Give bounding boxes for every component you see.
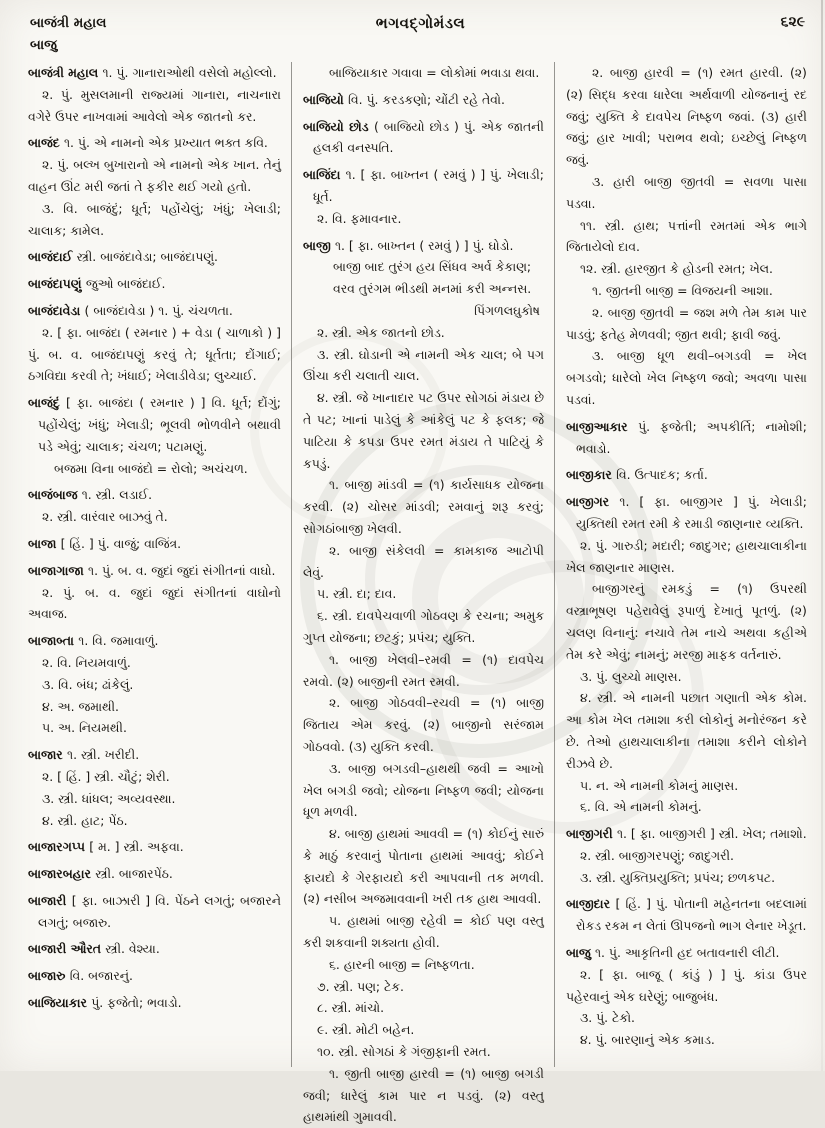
dictionary-entry: બાજુ ૧. પું. આકૃતિની હદ બતાવનારી લીટી. xyxy=(565,945,780,961)
headword: બાજીગર xyxy=(565,494,620,510)
sense-line: ૩. વિ. બંધ; ઢાંકેલું. xyxy=(42,676,134,692)
sense-line: ૧૨. સ્ત્રી. હારજીત કે હોડની રમત; ખેલ. xyxy=(579,261,773,277)
sense-line: ૫. અ. નિયમથી. xyxy=(42,720,127,736)
dictionary-entry: બાજંદાપણું જુઓ બાજંદાઈ. xyxy=(28,276,166,292)
idiom-line: ૩. બાજી બગડવી–હાથથી જવી = આખો ખેલ બગડી જવો; યોજના નિષ્ફળ જવી; યોજના ધૂળ મળવી. xyxy=(302,760,544,820)
sense-line: ૪. અ. જમાથી. xyxy=(42,698,119,714)
idiom-line: ૪. બાજી હાથમાં આવવી = (૧) કોઈનું સારું કે માઠું કરવાનું પોતાના હાથમાં આવવું; કોઈને ફાયદો કે ગેરફાયદો કરી આપવાની તક મળવી. (૨) નસીબ અજમાવવાની ખરી તક હાથ આવવી. xyxy=(302,826,544,907)
idiom-line: ૨. બાજી હારવી = (૧) રમત હારવી. (૨) (૨) સિદ્ધ કરવા ધારેલા અર્થવાળી યોજનાનું રદ જવું; યુક્તિ કે દાવપેચ નિષ્ફળ જવાં. (૩) હારી જવું; હાર ખાવી; પરાભવ થવો; ઇચ્છેલું નિષ્ફળ જવું. xyxy=(565,65,807,168)
idiom-line: બાજીગરનું રમકડું = (૧) ઉપરથી વસ્ત્રાભૂષણ પહેરાવેલું રૂપાળું દેખાતું પૂતળું. (૨) ચલણ વિનાનું: નચાવે તેમ નાચે અથવા કહીએ તેમ કરે એવું; નામનું; મરજી માફક વર્તનારું. xyxy=(565,581,807,662)
sense-line: ૬. વિ. એ નામની કોમનું. xyxy=(579,799,702,815)
page-header xyxy=(30,12,811,58)
sense-line: ૩. સ્ત્રી. ઘોડાની એ નામની એક ચાલ; બે પગ ઊંચા કરી ચલાતી ચાલ. xyxy=(302,346,544,384)
dictionary-entry: બાજંદાઈ સ્ત્રી. બાજંદાવેડા; બાજંદાપણું. xyxy=(28,249,218,265)
headword: બાજંદાઈ xyxy=(28,249,77,265)
dictionary-entry: બાજંબાજ ૧. સ્ત્રી. લડાઈ. xyxy=(28,487,153,503)
headword: બાજંદાવેડા xyxy=(28,302,85,318)
verse-line: વરવ તુરંગમ ભીડથી મનમાં કરી અન્નસ. xyxy=(332,281,532,297)
headword: બાજારગપ્પ xyxy=(28,839,90,855)
dictionary-entry: બાજા [ હિં. ] પું. વાજું; વાજિંત્ર. xyxy=(28,535,182,551)
headword: બાજારી ઔરત xyxy=(28,941,106,957)
dictionary-entry: બાજંદાવેડા ( બાજંદાવેડા ) ૧. પું. ચંચળતા. xyxy=(28,302,233,318)
sense-line: ૬. સ્ત્રી. દાવપેચવાળી ગોઠવણ કે રચના; અમુક ગુપ્ત યોજના; છટકું; પ્રપંચ; યુક્તિ. xyxy=(302,608,544,645)
sense-line: ૧૦. સ્ત્રી. સોગઠાં કે ગંજીફાની રમત. xyxy=(316,1044,491,1060)
running-head-last-word: બાજુ xyxy=(30,37,57,53)
headword: બાજાગાજા xyxy=(28,562,89,578)
sense-line: ૩. વિ. બાજંદું; ધૂર્ત; પહોંચેલું; ખંધું; ખેલાડી; ચાલાક; કામેલ. xyxy=(28,200,281,238)
sense-line: ૩. પું. ટેકો. xyxy=(579,1010,635,1026)
idiom-line: ૧. બાજી ખેલવી–રમવી = (૧) દાવપેચ રમવો. (૨) બાજીની રમત રમવી. xyxy=(302,651,544,689)
verse-line: બાજી બાદ તુરંગ હય સિંધવ અર્વ કેકાણ; xyxy=(332,259,532,275)
idiom-line: ૨. બાજી જીતવી = જશ મળે તેમ કામ પાર પાડવું; ફતેહ મેળવવી; જીત થવી; ફાવી જવું. xyxy=(565,304,807,342)
headword: બાજીકાર xyxy=(565,467,617,483)
sense-line: ૪. સ્ત્રી. હાટ; પેંઠ. xyxy=(42,812,128,828)
citation-line: પિંગળલઘુકોષ xyxy=(474,302,540,318)
headword: બાજાબ્તા xyxy=(28,633,79,649)
headword: બાજીદાર xyxy=(565,896,616,912)
dictionary-entry: બાજારી ઔરત સ્ત્રી. વેશ્યા. xyxy=(28,941,160,957)
dictionary-entry: બાજીગરી ૧. [ ફા. બાજીગરી ] સ્ત્રી. ખેલ; તમાશો. xyxy=(565,826,807,842)
dictionary-entry: બાજીકાર વિ. ઉત્પાદક; કર્તા. xyxy=(565,467,708,483)
sense-line: ૨. સ્ત્રી. વારંવાર બાઝવું તે. xyxy=(42,509,168,525)
headword: બાજારુ xyxy=(28,968,70,984)
headword: બાજુ xyxy=(565,945,595,961)
dictionary-entry: બાજારબહાર સ્ત્રી. બાજારપેંઠ. xyxy=(28,866,173,882)
idiom-line: ૧. જીતી બાજી હારવી = (૧) બાજી બગડી જવી; ધારેલું કામ પાર ન પડવું. (૨) વસ્તુ હાથમાંથી ગુમાવવી. xyxy=(302,1065,544,1125)
idiom-line: બાજિયાકાર ગવાવા = લોકોમાં ભવાડા થવા. xyxy=(328,65,540,80)
dictionary-entry: બાજિયાકાર પું. ફજેતો; ભવાડો. xyxy=(28,995,182,1011)
idiom-line: ૨. બાજી સંકેલવી = કામકાજ આટોપી લેવું. xyxy=(302,542,544,580)
dictionary-entry: બાજંદ ૧. પું. એ નામનો એક પ્રખ્યાત ભક્ત કવિ. xyxy=(28,135,268,151)
sense-line: ૩. સ્ત્રી. યુક્તિપ્રયુક્તિ; પ્રપંચ; છળકપટ. xyxy=(579,869,776,885)
dictionary-entry: બાજાબ્તા ૧. વિ. જમાવાળું. xyxy=(28,633,159,649)
headword: બાજી xyxy=(302,237,335,253)
idiom-line: ૧. બાજી માંડવી = (૧) કાર્યસાધક યોજના કરવી. (૨) ચોસર માંડવી; રમવાનું શરૂ કરવું; સોગઠાંબાજી ખેલવી. xyxy=(302,477,544,536)
dictionary-entry: બાજારી [ ફા. બાઝારી ] વિ. પેંઠને લગતું; બજારને લગતું; બજારુ. xyxy=(28,892,281,930)
sense-line: ૨. સ્ત્રી. એક જાતનો છોડ. xyxy=(316,324,445,340)
dictionary-entry: બાજંદું [ ફા. બાજંદા ( રમનાર ) ] વિ. ધૂર્ત; દોંગું; પહોંચેલું; ખંધું; ખેલાડી; ભૂલવી ભોળવીને બથાવી પડે એવું; ચાલાક; ચંચળ; પટામણું. xyxy=(28,395,281,454)
headword: બાજીઆકાર xyxy=(565,418,639,434)
idiom-line: ૬. હારની બાજી = નિષ્ફળતા. xyxy=(328,956,475,972)
headword: બાજા xyxy=(28,535,61,551)
sense-line: ૫. ન. એ નામની કોમનું માણસ. xyxy=(579,777,739,793)
dictionary-entry: બાજીઆકાર પું. ફજેતી; અપકીર્તિ; નામોશી; ભવાડો. xyxy=(565,418,807,456)
dictionary-entry: બાજિયો છોડ ( બાજિયો છોડ ) પું. એક જાતની હલકી વનસ્પતિ. xyxy=(302,118,544,156)
sense-line: ૭. સ્ત્રી. પણ; ટેક. xyxy=(316,978,404,994)
idiom-line: ૩. બાજી ધૂળ થવી–બગડવી = ખેલ બગડવો; ધારેલો ખેલ નિષ્ફળ જવો; અવળા પાસા પડવાં. xyxy=(565,348,807,407)
idiom-line: ૩. હારી બાજી જીતવી = સવળા પાસા પડવા. xyxy=(565,173,807,211)
idiom-line: બજમા વિના બાજંદો = રોલો; અચંચળ. xyxy=(54,460,248,476)
idiom-line: ૧. જીતની બાજી = વિજયની આશા. xyxy=(591,282,773,298)
dictionary-entry: બાજારુ વિ. બજારનું. xyxy=(28,968,133,984)
dictionary-entry: બાજંત્રી મહાલ ૧. પું. ગાનારાઓથી વસેલો મહોલ્લો. xyxy=(28,65,277,80)
headword: બાજંદ xyxy=(28,135,64,151)
dictionary-entry: બાજીદાર [ હિં. ] પું. પોતાની મહેનતના બદલામાં રોકડ રકમ ન લેતાં ઊપજનો ભાગ લેનાર ખેડૂત. xyxy=(565,896,807,934)
headword: બાજંદાપણું xyxy=(28,276,86,292)
dictionary-entry: બાજી ૧. [ ફા. બાખ્તન ( રમવું ) ] પું. ઘોડો. xyxy=(302,237,514,253)
column-3 xyxy=(554,62,817,1067)
headword: બાજારી xyxy=(28,892,72,908)
column-1 xyxy=(28,62,291,1067)
headword: બાજારબહાર xyxy=(28,866,96,882)
headword: બાજાર xyxy=(28,747,68,763)
headword: બાજિંદા xyxy=(302,167,346,183)
sense-line: ૨. [ ફા. બાજંદા ( રમનાર ) + વેડા ( ચાળાકો ) ] પું. બ. વ. બાજંદાપણું કરવું તે; ધૂર્તતા; દોંગાઈ; ઠગવિદ્યા કરવી તે; ખંધાઈ; ખેલાડીવેડા; લુચ્ચાઈ. xyxy=(28,324,281,384)
dictionary-entry: બાજિંદા ૧. [ ફા. બાખ્તન ( રમવું ) ] પું. ખેલાડી; ધૂર્ત. xyxy=(302,167,544,204)
sense-line: ૪. સ્ત્રી. જે ખાનાદાર પટ ઉપર સોગઠાં મંડાય છે તે પટ; ખાનાં પાડેલું કે આંકેલું પટ કે ફલક; જે પાટિયા કે કપડા ઉપર રમત મંડાય તે પાટિયું કે કપડું. xyxy=(302,390,544,471)
headword: બાજિયો xyxy=(302,91,349,107)
book-title: ભગવદ્ગોમંડલ xyxy=(375,14,466,32)
dictionary-entry: બાજાગાજા ૧. પું. બ. વ. જુદાં જુદાં સંગીતનાં વાઘો. xyxy=(28,562,276,578)
sense-line: ૨. પું. ગારુડી; મદારી; જાદુગર; હાથચાલાકીના ખેલ જાણનાર માણસ. xyxy=(565,537,807,575)
text-columns xyxy=(28,62,817,1125)
headword: બાજિયો છોડ xyxy=(302,118,374,134)
sense-line: ૨. [ ફા. બાજૂ ( કાંડું ) ] પું. કાંડા ઉપર પહેરવાનું એક ઘરેણું; બાજુબંધ. xyxy=(565,966,807,1004)
sense-line: ૨. પું. મુસલમાની રાજ્યમાં ગાનારા, નાચનારા વગેરે ઉપર નાખવામાં આવેલો એક જાતનો કર. xyxy=(28,86,281,124)
dictionary-entry: બાજારગપ્પ [ મ. ] સ્ત્રી. અફવા. xyxy=(28,839,184,855)
headword: બાજંબાજ xyxy=(28,487,82,503)
sense-line: ૫. સ્ત્રી. દા; દાવ. xyxy=(316,586,397,602)
sense-line: ૩. સ્ત્રી. ધાંધલ; અવ્યવસ્થા. xyxy=(42,790,176,806)
sense-line: ૮. સ્ત્રી. માંચો. xyxy=(316,1000,385,1016)
sense-line: ૨. વિ. નિયમવાળું. xyxy=(42,654,131,670)
column-2 xyxy=(291,62,554,1125)
headword: બાજંત્રી મહાલ xyxy=(28,65,103,80)
dictionary-entry: બાજીગર ૧. [ ફા. બાજીગર ] પું. ખેલાડી; યુક્તિથી રમત રમી કે રમાડી જાણનાર વ્યક્તિ. xyxy=(565,494,807,531)
dictionary-entry: બાજિયો વિ. પું. કરડકણો; ચોંટી રહે તેવો. xyxy=(302,91,505,107)
headword: બાજીગરી xyxy=(565,826,617,842)
running-head-first-word: બાજંત્રી મહાલ xyxy=(30,15,107,31)
sense-line: ૪. સ્ત્રી. એ નામની પછાત ગણાતી એક કોમ. આ કોમ ખેલ તમાશા કરી લોકોનું મનોરંજન કરે છે. તેઓ હાથચાલાકીના તમાશા કરીને લોકોને રીઝવે છે. xyxy=(565,690,807,771)
page-number: ૬૨૯ xyxy=(780,14,805,30)
sense-line: ૨. પું. બ. વ. જુદાં જુદાં સંગીતનાં વાઘોનો અવાજ. xyxy=(28,584,281,622)
idiom-line: ૨. બાજી ગોઠવવી–રચવી = (૧) બાજી જિતાય એમ કરવું. (૨) બાજીનો સરંજામ ગોઠવવો. (૩) યુક્તિ કરવી. xyxy=(302,695,544,754)
sense-line: ૯. સ્ત્રી. મોટી બહેન. xyxy=(316,1022,415,1038)
sense-line: ૨. [ હિં. ] સ્ત્રી. ચૌટું; શેરી. xyxy=(42,768,170,784)
headword: બાજંદું xyxy=(28,395,66,411)
sense-line: ૨. વિ. ફમાવનાર. xyxy=(316,210,402,226)
sense-line: ૪. પું. બારણાનું એક કમાડ. xyxy=(579,1032,715,1048)
sense-line: ૩. પું. લુચ્ચો માણસ. xyxy=(579,668,682,684)
sense-line: ૧૧. સ્ત્રી. હાથ; પત્તાંની રમતમાં એક ભાગે જિતાયેલો દાવ. xyxy=(565,217,807,255)
idiom-line: ૫. હાથમાં બાજી રહેવી = કોઈ પણ વસ્તુ કરી શકવાની શક્યતા હોવી. xyxy=(302,913,544,951)
sense-line: ૨. સ્ત્રી. બાજીગરપણું; જાદુગરી. xyxy=(579,847,734,863)
dictionary-entry: બાજાર ૧. સ્ત્રી. ખરીદી. xyxy=(28,747,140,763)
sense-line: ૨. પું. બલ્ખ બુખારાનો એ નામનો એક ખાન. તેનું વાહન ઊંટ મરી જતાં તે ફકીર થઈ ગયો હતો. xyxy=(28,157,281,194)
headword: બાજિયાકાર xyxy=(28,995,92,1011)
